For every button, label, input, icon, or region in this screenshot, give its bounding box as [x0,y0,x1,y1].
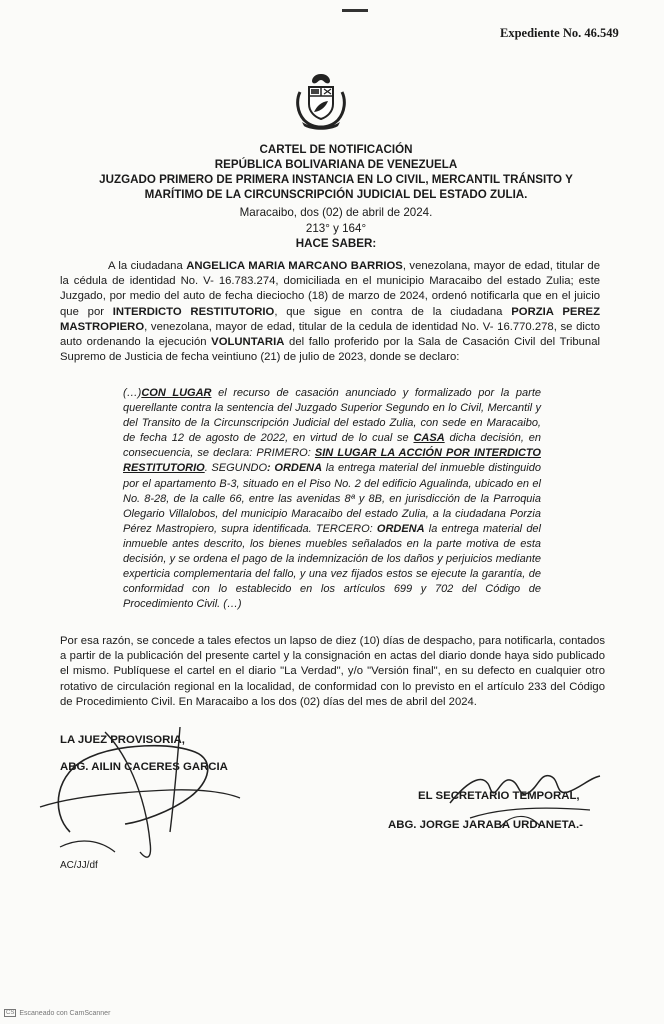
secretary-title: EL SECRETARIO TEMPORAL, [418,790,580,802]
case-type: INTERDICTO RESTITUTORIO [112,305,275,318]
body-text: A la ciudadana [108,260,187,272]
party-name-2: PORZIA PEREZ MASTROPIERO [60,305,600,333]
judge-title: LA JUEZ PROVISORIA, [60,734,185,746]
con-lugar-term: CON LUGAR [141,387,212,399]
court-name-line2: MARÍTIMO DE LA CIRCUNSCRIPCIÓN JUDICIAL DEL ESTADO ZULIA. [144,188,528,201]
court-name-line1: JUZGADO PRIMERO DE PRIMERA INSTANCIA EN LO CIVIL, MERCANTIL TRÁNSITO Y [99,173,573,186]
header-mark [342,9,368,12]
body-paragraph-2: Por esa razón, se concede a tales efectos un lapso de diez (10) días de despacho, para notificarla, contados a partir de la publicación del presente cartel y la consignación en actas del diario donde haya sido publicado el mismo. Publíquese el cartel en el diario "La Verdad", y/o "Versión final", en su defecto en cualquier otro rotativo de circulación regional en la localidad, de conformidad con lo previsto en el artículo 233 del Código de Procedimiento Civil. En Maracaibo a los dos (02) días del mes de abril del 2024. [60,635,605,708]
years: 213° y 164° [305,222,367,235]
hace-saber: HACE SABER: [295,237,377,250]
body-text: del fallo proferido por la Sala de Casación Civil del Tribunal Supremo de Justicia de fecha veintiuno (21) de julio de 2023, donde se declaro: [60,336,601,364]
quote-text: dicha decisión, en consecuencia, se declara: PRIMERO: [123,432,541,460]
quote-text: (…) [123,387,142,399]
casa-term: CASA [413,432,445,445]
initials: AC/JJ/df [60,860,98,871]
judge-name: ABG. AILIN CACERES GARCIA [60,761,228,773]
party-name-1: ANGELICA MARIA MARCANO BARRIOS [186,260,403,272]
body-text: , que sigue en contra de la ciudadana [274,305,512,318]
republic-name: REPÚBLICA BOLIVARIANA DE VENEZUELA [214,158,458,171]
scanner-text: Escaneado con CamScanner [19,1009,111,1017]
coat-of-arms-icon [290,70,352,132]
voluntaria-term: VOLUNTARIA [211,336,285,349]
quoted-ruling [123,386,541,612]
ordena-term-1: ORDENA [274,462,323,475]
case-number: Expediente No. 46.549 [500,26,619,40]
secretary-name: ABG. JORGE JARABA URDANETA.- [388,819,583,831]
quote-text: el recurso de casación anunciado y formalizado por la parte querellante contra la sentencia del Juzgado Superior Segundo en lo Civil, Mercantil y del Transito de la Circunscripción Judicial del estado Zulia, con sede en Maracaibo, de fecha 12 de agosto de 2022, en virtud de lo cual se [123,387,541,445]
scanner-badge: CS [6,1010,15,1016]
quote-text: la entrega material del inmueble antes descrito, los bienes muebles señalados en la parte motiva de esta decisión, y se ordena el pago de la indemnización de los daños y perjuicios mediante experticia complementaria del fallo, y una vez fijados estos se ejecute la garantía, de conformidad con lo establecido en los artículos 699 y 702 del Código de Procedimiento Civil. (…) [123,522,541,611]
place-date: Maracaibo, dos (02) de abril de 2024. [239,206,433,219]
quote-text: la entrega material del inmueble distinguido por el apartamento B-3, situado en el Piso No. 2 del edificio Agualinda, ubicado en el No. 8-28, de la calle 66, entre las avenidas 8ª y 8B, en jurisdicción de la Parroquia Olegario Villalobos, del municipio Maracaibo del estado Zulia, a la ciudadana Porzia Pérez Mastropiero, supra identificada. TERCERO: [123,462,541,535]
body-paragraph-1 [60,259,600,365]
notice-title: CARTEL DE NOTIFICACIÓN [259,143,413,156]
sin-lugar-term: SIN LUGAR LA ACCIÓN POR INTERDICTO RESTITUTORIO [123,447,541,475]
scanner-watermark [4,1009,110,1017]
quote-text: . SEGUNDO [204,462,268,475]
notice-heading [56,142,616,202]
body-text: , venezolana, mayor de edad, titular de la cédula de identidad No. V- 16.783.274, domiciliada en el municipio Maracaibo del estado Zulia; este Juzgado, por medio del auto de fecha dieciocho (18) de marzo de 2024, ordenó notificarla que en el juicio que por [60,260,601,318]
ordena-term-2: ORDENA [376,522,425,535]
body-text: , venezolana, mayor de edad, titular de la cedula de identidad No. V- 16.770.278, se dicto auto ordenando la ejecución [60,320,600,349]
quote-text: : [267,462,275,475]
